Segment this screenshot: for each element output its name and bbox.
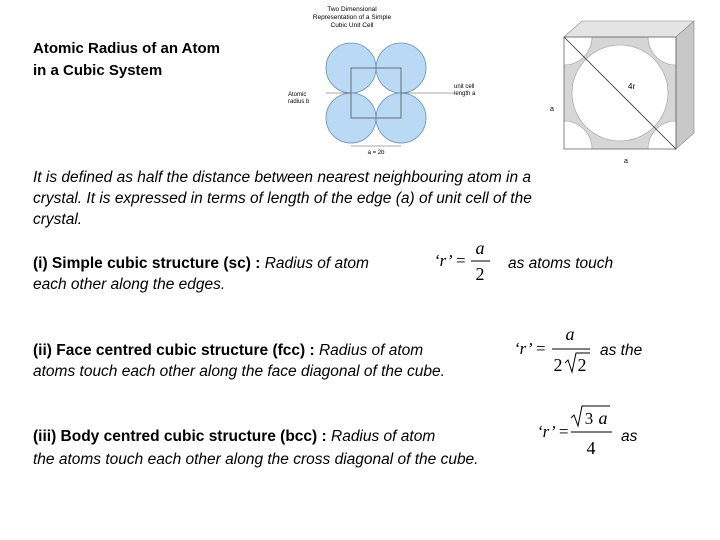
cube-top-face bbox=[564, 21, 694, 37]
bcc-numerator-variable: a bbox=[598, 408, 608, 428]
title-line-2: in a Cubic System bbox=[33, 62, 163, 79]
edge-label-side: a bbox=[550, 106, 554, 113]
cell-label-1: unit cell bbox=[454, 84, 475, 90]
cell-label-2: length a bbox=[454, 91, 476, 97]
radius-label-1: Atomic bbox=[288, 92, 307, 98]
cube-side-face bbox=[676, 21, 694, 149]
fcc-formula-lhs: ‘r’ = bbox=[514, 339, 547, 358]
bcc-radius-formula bbox=[537, 404, 621, 460]
bcc-formula-lhs: ‘r’ = bbox=[537, 422, 570, 441]
sc-radius-formula bbox=[434, 236, 498, 286]
sc-text-after: as atoms touch bbox=[508, 255, 614, 272]
fcc-line-1 bbox=[33, 340, 423, 361]
sc-formula-lhs: ‘r’ = bbox=[434, 251, 467, 270]
bcc-line-2: the atoms touch each other along the cross diagonal of the cube. bbox=[33, 451, 479, 468]
figure-caption-2: Representation of a Simple bbox=[312, 14, 392, 21]
figure-caption-3: Cubic Unit Cell bbox=[330, 22, 374, 29]
fcc-heading: (ii) Face centred cubic structure (fcc) : bbox=[33, 342, 315, 359]
bcc-text-after: as bbox=[621, 428, 638, 445]
edge-label-bottom: a bbox=[624, 158, 628, 165]
fcc-radius-formula bbox=[514, 322, 598, 378]
radius-4r-label: 4r bbox=[628, 82, 636, 91]
fcc-formula-numerator: a bbox=[565, 324, 575, 344]
fcc-denominator-radicand: 2 bbox=[577, 355, 587, 375]
bcc-line-1 bbox=[33, 426, 435, 447]
fcc-text-before: Radius of atom bbox=[318, 342, 424, 359]
fcc-denominator-coefficient: 2 bbox=[553, 355, 563, 375]
definition-line-1: It is defined as half the distance between nearest neighbouring atom in a bbox=[33, 169, 532, 186]
sc-line-1 bbox=[33, 253, 369, 274]
sc-line-2: each other along the edges. bbox=[33, 276, 226, 293]
definition-line-3: crystal. bbox=[33, 211, 83, 228]
radius-label-2: radius b bbox=[288, 99, 310, 105]
bcc-formula-denominator: 4 bbox=[586, 438, 596, 458]
bcc-heading: (iii) Body centred cubic structure (bcc) : bbox=[33, 428, 327, 445]
bcc-text-before: Radius of atom bbox=[331, 428, 436, 445]
definition-line-2: crystal. It is expressed in terms of length of the edge (a) of unit cell of the bbox=[33, 190, 532, 207]
sc-formula-numerator: a bbox=[475, 238, 485, 258]
title-line-1: Atomic Radius of an Atom bbox=[33, 40, 220, 57]
fcc-text-after: as the bbox=[600, 342, 643, 359]
sc-formula-denominator: 2 bbox=[475, 264, 485, 284]
bcc-numerator-radicand: 3 bbox=[584, 409, 594, 428]
fcc-line-2: atoms touch each other along the face diagonal of the cube. bbox=[33, 363, 445, 380]
simple-cubic-2d-figure bbox=[286, 2, 516, 157]
sc-heading: (i) Simple cubic structure (sc) : bbox=[33, 255, 261, 272]
bottom-label: a = 2b bbox=[367, 150, 385, 156]
fcc-cube-3d-figure bbox=[540, 15, 720, 170]
definition-paragraph bbox=[33, 167, 673, 230]
sc-text-before: Radius of atom bbox=[264, 255, 369, 272]
slide-title bbox=[33, 38, 220, 82]
figure-caption-1: Two Dimensional bbox=[327, 6, 377, 13]
